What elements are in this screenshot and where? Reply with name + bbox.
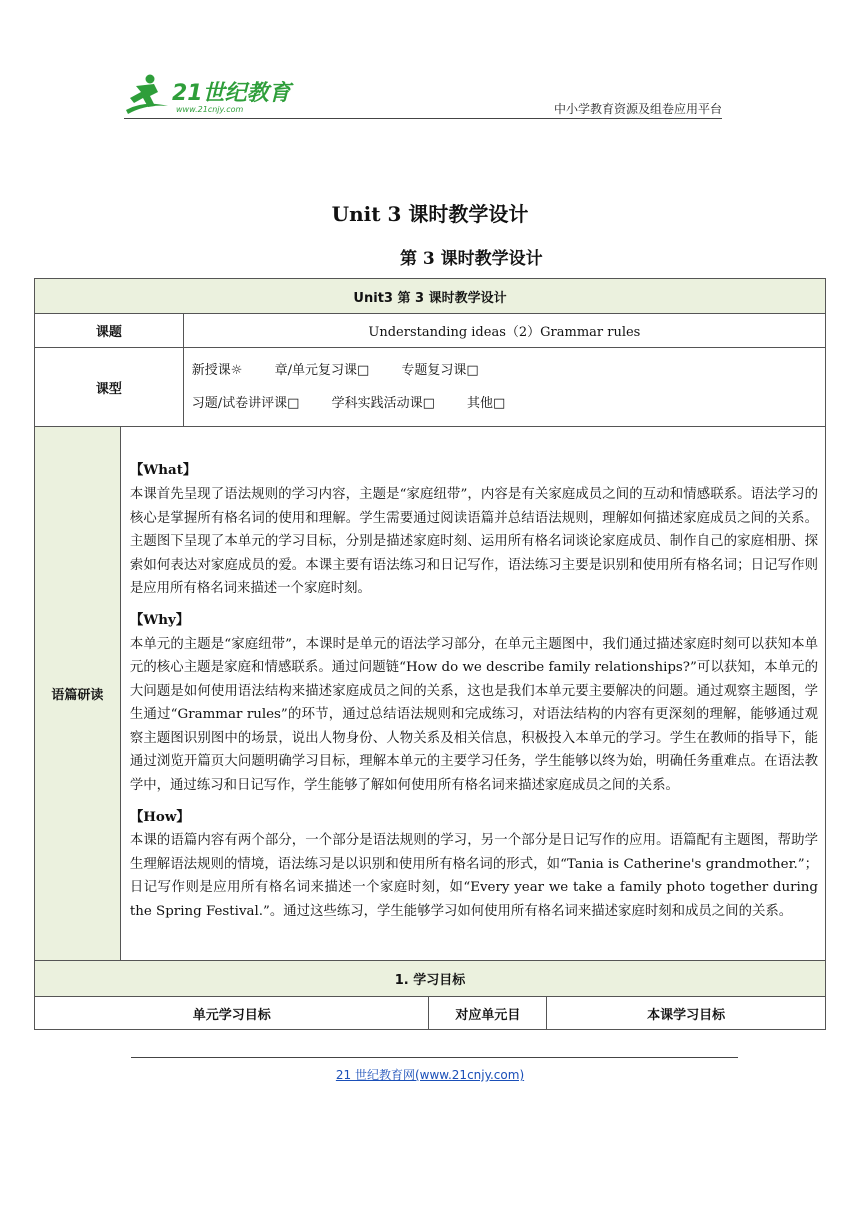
col-unit-goals: 单元学习目标 bbox=[35, 997, 429, 1030]
type-label: 课型 bbox=[35, 348, 184, 427]
what-heading: 【What】 bbox=[129, 462, 197, 479]
footer-link[interactable]: 21 世纪教育网(www.21cnjy.com) bbox=[335, 1068, 525, 1082]
col-match-unit: 对应单元目 bbox=[429, 997, 547, 1030]
platform-tagline: 中小学教育资源及组卷应用平台 bbox=[553, 102, 722, 116]
page-subtitle: 第 3 课时教学设计 bbox=[400, 249, 543, 269]
header-divider bbox=[124, 118, 722, 119]
why-text: 本单元的主题是“家庭纽带”，本课时是单元的语法学习部分，在单元主题图中，我们通过描述家庭时刻可以获知本单元的核心主题是家庭和情感联系。通过问题链“How do we describe family relationships?”可以获知，本单元的大问题是如何使用语法结构来描述家庭成员之间的关系，这也是我们本单元要主要解决的问题。通过观察主题图，学生通过“Grammar rules”的环节，通过总结语法规则和完成练习，对语法结构的内容有更深刻的理解，能够通过观察主题图识别图中的场景，说出人物身份、人物关系及相关信息，积极投入本单元的学习。学生在教师的指导下，能通过浏览开篇页大问题明确学习目标，理解本单元的主要学习任务，学生能够以终为始，明确任务重难点。在语法教学中，通过练习和日记写作，学生能够了解如何使用所有格名词来描述家庭成员之间的关系。 bbox=[129, 636, 818, 794]
analysis-content bbox=[120, 427, 825, 961]
logo-text: 21世纪教育 bbox=[172, 81, 291, 106]
what-text: 本课首先呈现了语法规则的学习内容，主题是“家庭纽带”，内容是有关家庭成员之间的互动和情感联系。语法学习的核心是掌握所有格名词的使用和理解。学生需要通过阅读语篇并总结语法规则，理解如何描述家庭成员之间的关系。主题图下呈现了本单元的学习目标，分别是描述家庭时刻、运用所有格名词谈论家庭成员、制作自己的家庭相册、探索如何表达对家庭成员的爱。本课主要有语法练习和日记写作，语法练习主要是识别和使用所有格名词；日记写作则是应用所有格名词来描述一个家庭时刻。 bbox=[129, 486, 818, 597]
logo-url: www.21cnjy.com bbox=[176, 105, 244, 114]
topic-value: Understanding ideas（2）Grammar rules bbox=[183, 314, 825, 348]
table-heading: Unit3 第 3 课时教学设计 bbox=[35, 279, 826, 314]
how-text: 本课的语篇内容有两个部分，一个部分是语法规则的学习，另一个部分是日记写作的应用。语篇配有主题图，帮助学生理解语法规则的情境，语法练习是以识别和使用所有格名词的形式，如“Tania is Catherine's grandmother.”；日记写作则是应用所有格名词来描述一个家庭时刻，如“Every year we take a family photo together during the Spring Festival.”。通过这些练习，学生能够学习如何使用所有格名词来描述家庭时刻和成员之间的关系。 bbox=[129, 833, 818, 920]
how-heading: 【How】 bbox=[129, 808, 190, 825]
option-unit-review: 章/单元复习课□ bbox=[274, 363, 370, 378]
type-options bbox=[183, 348, 825, 427]
lesson-design-table bbox=[34, 278, 826, 1030]
option-new-lesson: 新授课☼ bbox=[191, 363, 243, 378]
why-heading: 【Why】 bbox=[129, 611, 190, 628]
site-logo bbox=[124, 70, 294, 120]
option-topic-review: 专题复习课□ bbox=[401, 363, 479, 378]
footer-divider bbox=[131, 1057, 738, 1058]
option-exercise-review: 习题/试卷讲评课□ bbox=[191, 396, 300, 411]
page-title: Unit 3 课时教学设计 bbox=[331, 202, 529, 226]
col-lesson-goals: 本课学习目标 bbox=[547, 997, 826, 1030]
option-practice-activity: 学科实践活动课□ bbox=[331, 396, 435, 411]
analysis-label: 语篇研读 bbox=[35, 427, 121, 961]
goals-heading: 1. 学习目标 bbox=[35, 961, 826, 997]
option-other: 其他□ bbox=[467, 396, 506, 411]
topic-label: 课题 bbox=[35, 314, 184, 348]
